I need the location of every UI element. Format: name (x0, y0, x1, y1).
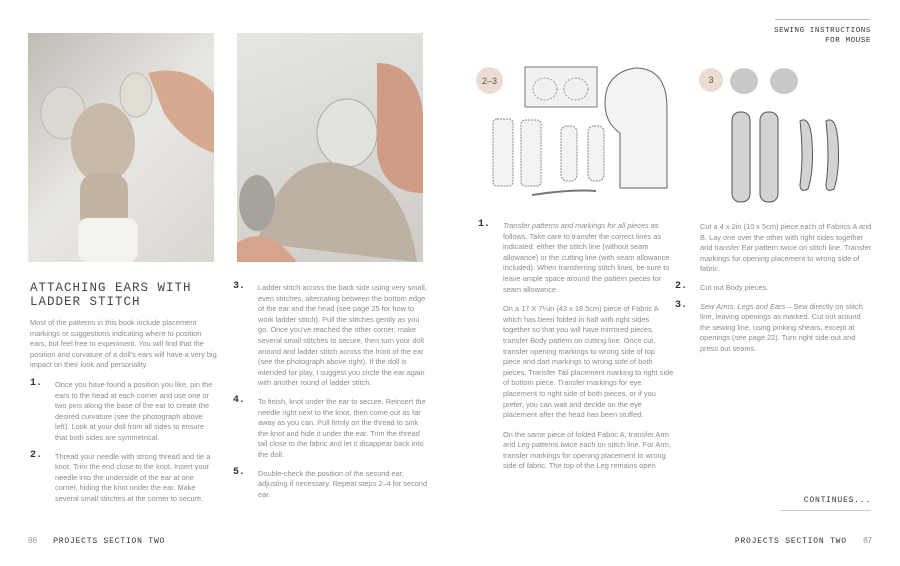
photo-ladder-stitch (237, 33, 423, 262)
step-1: 1. Once you have found a position you like, pin the ears to the head at each corner and use one or two pins along the base of the ear to create the desired curvature (see the photograph above left). Look at your doll from all sides to ensure that both sides are symmetrical. (30, 377, 213, 442)
right-step-3: 3. Sew Arms, Legs and Ears – Sew directly on stitch line, leaving openings as marked. Cut out around the sewing line, using pinking shears, except at openings (see page 22). Turn right side out and press out seams. (675, 299, 863, 353)
step-badge-3: 3 (699, 68, 723, 92)
section-heading: ATTACHING EARS WITH LADDER STITCH (30, 281, 192, 309)
page-number-right: 87 (863, 536, 872, 545)
photo-pinning-ears (28, 33, 214, 262)
step-5: 5. Double-check the position of the second ear, adjusting if necessary. Repeat steps 2–4 for second ear. (233, 466, 428, 499)
header-rule (775, 19, 870, 20)
page-header: SEWING INSTRUCTIONS FOR MOUSE (774, 27, 871, 45)
page-number-left: 86 (28, 536, 37, 545)
sewn-pieces-diagram (728, 66, 858, 211)
step-badge-2-3: 2–3 (476, 67, 503, 94)
step-3: 3. Ladder stitch across the back side using very small, even stitches, alternating between the bottom edge of the ear and the head (see page 25 for how to work ladder stitch). Pull the stitches gently as you go. Once you've reached the other corner, make several small stitches to secure, then turn your doll around and ladder stitch across the front of the ear (see the photograph above right). If the doll is intended for play, I suggest you circle the ear again with another round of ladder stitch. (233, 281, 427, 388)
continues-rule (780, 510, 871, 511)
right-step-1: 1. Transfer patterns and markings for all pieces as follows. Take care to transfer the correct lines as indicated: either the stitch line (without seam allowance) or the cutting line (with seam allowance included). When transferring stitch lines, be sure to leave ample space around the pattern pieces for seam allowance. On a 17 X 7¼in (43 x 18.5cm) piece of Fabric A which has been folded in half with right sides together so that you will have mirrored pieces, transfer Body pattern on cutting line. Once cut, transfer opening markings to wrong side of top piece and dart markings to wrong side of both pieces. Transfer Tail placement marking to right side of bottom piece. Transfer markings for eye placement to right side of both pieces, or if you prefer, you can wait and decide on the eye placement after the head has been stuffed. On the same piece of folded Fabric A, transfer Arm and Leg patterns twice each on stitch line. For Arm, transfer markings for opening placement to wrong side of fabric. The top of the Leg remains open (478, 219, 674, 471)
step-4: 4. To finish, knot under the ear to secure. Reinsert the needle right next to the knot, then come out as far away as you can. Pull firmly on the thread to sink the knot and hide it under the ear. Trim the thread tail close to the fabric and let it disappear back into the doll. (233, 394, 426, 459)
right-step-2: 2. Cut out Body pieces. (675, 280, 769, 292)
right-footer (700, 536, 872, 546)
pattern-pieces-diagram (490, 62, 690, 202)
footer-section-right: PROJECTS SECTION TWO (734, 537, 847, 546)
intro-paragraph: Most of the patterns in this book include placement markings or suggestions indicating where to position ears, but feel free to experiment. You will find that the position and curvature of a doll's ears will have a very big impact on their look and personality. (30, 318, 217, 370)
left-footer (28, 536, 165, 546)
step-2: 2. Thread your needle with strong thread and tie a knot. Trim the end close to the knot. Insert your needle into the underside of the ear at one corner, hiding the knot under the ear. Make several small stitches at the corner to secure. (30, 449, 211, 503)
continues-label: CONTINUES... (803, 496, 871, 505)
footer-section-left: PROJECTS SECTION TWO (53, 537, 166, 546)
right-step-1-continued: Cut a 4 x 2in (10 x 5cm) piece each of Fabrics A and B. Lay one over the other with right sides together and transfer Ear pattern twice on stitch line. Transfer markings for opening placement to wrong side of fabric. (700, 222, 872, 274)
